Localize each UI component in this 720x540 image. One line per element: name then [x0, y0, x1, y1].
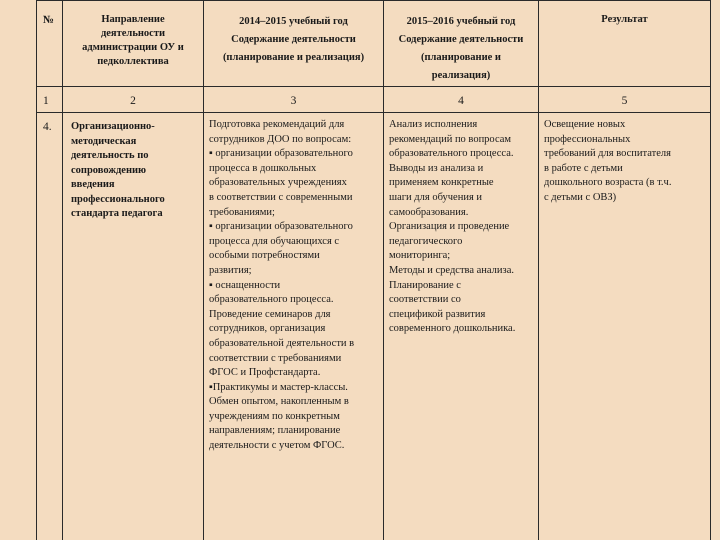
- header-2015-line: реализация): [431, 70, 491, 81]
- header-2015-line: Содержание деятельности: [398, 34, 524, 45]
- column-number-cell: [204, 87, 384, 113]
- plan-2015-line: спецификой развития: [389, 308, 486, 320]
- plan-2015-line: образовательного процесса.: [389, 148, 514, 160]
- header-row: [37, 1, 711, 87]
- plan-2014-line: сотрудников, организация: [209, 323, 326, 335]
- plan-2014-line: особыми потребностями: [209, 250, 320, 262]
- header-2014-label: [204, 1, 383, 67]
- column-number: 1: [43, 95, 49, 107]
- plan-2014-line: образовательных учреждениях: [209, 177, 347, 189]
- result-line: с детьми с ОВЗ): [544, 191, 617, 203]
- plan-2014-line: деятельности с учетом ФГОС.: [209, 440, 345, 452]
- plan-2015-line: педагогического: [389, 235, 463, 247]
- direction-line: деятельность по: [71, 150, 149, 161]
- plan-2015-line: Организация и проведение: [389, 221, 510, 233]
- table-row: [37, 113, 711, 540]
- header-cell-2015: [384, 1, 539, 87]
- header-cell-result: [539, 1, 711, 87]
- plan-2014-line: сотрудников ДОО по вопросам:: [209, 133, 352, 145]
- direction-cell: [63, 113, 204, 540]
- plan-2014-line: образовательной деятельности в: [209, 337, 355, 349]
- plan-2015-line: мониторинга;: [389, 250, 451, 262]
- plan-2015-text: [384, 113, 538, 337]
- plan-2015-line: рекомендаций по вопросам: [389, 133, 512, 145]
- plan-2014-line: Обмен опытом, накопленным в: [209, 396, 349, 408]
- plan-2014-line: ФГОС и Профстандарта.: [209, 367, 321, 379]
- direction-line: Организационно-: [71, 121, 155, 132]
- plan-2015-cell: [384, 113, 539, 540]
- column-number: 5: [621, 95, 628, 107]
- header-2015-line: 2015–2016 учебный год: [406, 16, 516, 27]
- plan-2015-line: современного дошкольника.: [389, 323, 516, 335]
- direction-text: [63, 113, 203, 222]
- header-cell-number: [37, 1, 63, 87]
- plan-2015-line: соответствии со: [389, 294, 461, 306]
- result-line: требований для воспитателя: [544, 148, 671, 160]
- result-line: дошкольного возраста (в т.ч.: [544, 177, 672, 189]
- result-line: в работе с детьми: [544, 162, 623, 174]
- column-number: 3: [290, 95, 297, 107]
- header-2014-line: (планирование и реализация): [222, 52, 365, 63]
- result-cell: [539, 113, 711, 540]
- column-number-cell: [63, 87, 204, 113]
- plan-table: [36, 0, 711, 540]
- direction-line: профессионального: [71, 193, 165, 205]
- plan-2014-line: ▪ организации образовательного: [209, 221, 353, 233]
- header-2014-line: 2014–2015 учебный год: [239, 16, 348, 27]
- row-number-cell: [37, 113, 63, 540]
- result-text: [539, 113, 710, 206]
- direction-line: введения: [71, 179, 115, 190]
- row-number: 4.: [43, 121, 52, 133]
- result-line: профессиональных: [544, 133, 631, 145]
- plan-2014-line: образовательного процесса.: [209, 294, 334, 306]
- plan-2014-line: учреждениям по конкретным: [209, 410, 340, 422]
- header-direction-line: деятельности: [100, 28, 166, 39]
- direction-line: методическая: [71, 135, 137, 147]
- plan-2014-cell: [204, 113, 384, 540]
- plan-2015-line: Планирование с: [389, 279, 461, 291]
- plan-2014-line: требованиями;: [209, 206, 275, 218]
- column-number: 2: [130, 95, 136, 107]
- header-2015-line: (планирование и: [421, 52, 501, 63]
- plan-2015-line: Анализ исполнения: [389, 119, 478, 130]
- header-number-label: №: [43, 14, 55, 26]
- header-direction-line: администрации ОУ и: [82, 42, 184, 53]
- header-cell-2014: [204, 1, 384, 87]
- plan-2015-line: Методы и средства анализа.: [389, 264, 514, 276]
- plan-2015-line: шаги для обучения и: [389, 191, 483, 203]
- direction-line: стандарта педагога: [71, 208, 163, 219]
- plan-2015-line: Выводы из анализа и: [389, 162, 484, 174]
- header-cell-direction: [63, 1, 204, 87]
- plan-2014-line: процесса для обучающихся с: [209, 235, 340, 247]
- plan-2014-text: [204, 113, 383, 454]
- plan-2014-line: ▪ организации образовательного: [209, 148, 353, 160]
- column-number-row: [37, 87, 711, 113]
- plan-2014-line: ▪Практикумы и мастер-классы.: [209, 381, 348, 393]
- header-2015-label: [384, 1, 538, 85]
- plan-2014-line: процесса в дошкольных: [209, 162, 317, 174]
- column-number-cell: [384, 87, 539, 113]
- column-number-cell: [37, 87, 63, 113]
- result-line: Освещение новых: [544, 119, 626, 130]
- plan-2014-line: Проведение семинаров для: [209, 308, 331, 320]
- plan-2014-line: соответствии с требованиями: [209, 352, 342, 364]
- header-result-label: Результат: [601, 14, 648, 25]
- column-number: 4: [458, 95, 464, 107]
- header-direction-line: педколлектива: [97, 56, 169, 67]
- plan-2014-line: развития;: [209, 264, 252, 276]
- header-direction-label: [63, 1, 203, 69]
- direction-line: сопровождению: [71, 164, 147, 176]
- header-direction-line: Направление: [101, 14, 165, 25]
- plan-2014-line: ▪ оснащенности: [209, 279, 281, 291]
- plan-2014-line: направлениям; планирование: [209, 425, 341, 437]
- plan-2014-line: в соответствии с современными: [209, 191, 353, 203]
- header-2014-line: Содержание деятельности: [231, 34, 356, 45]
- column-number-cell: [539, 87, 711, 113]
- plan-2014-line: Подготовка рекомендаций для: [209, 119, 345, 130]
- plan-2015-line: самообразования.: [389, 206, 469, 218]
- plan-2015-line: применяем конкретные: [389, 177, 494, 189]
